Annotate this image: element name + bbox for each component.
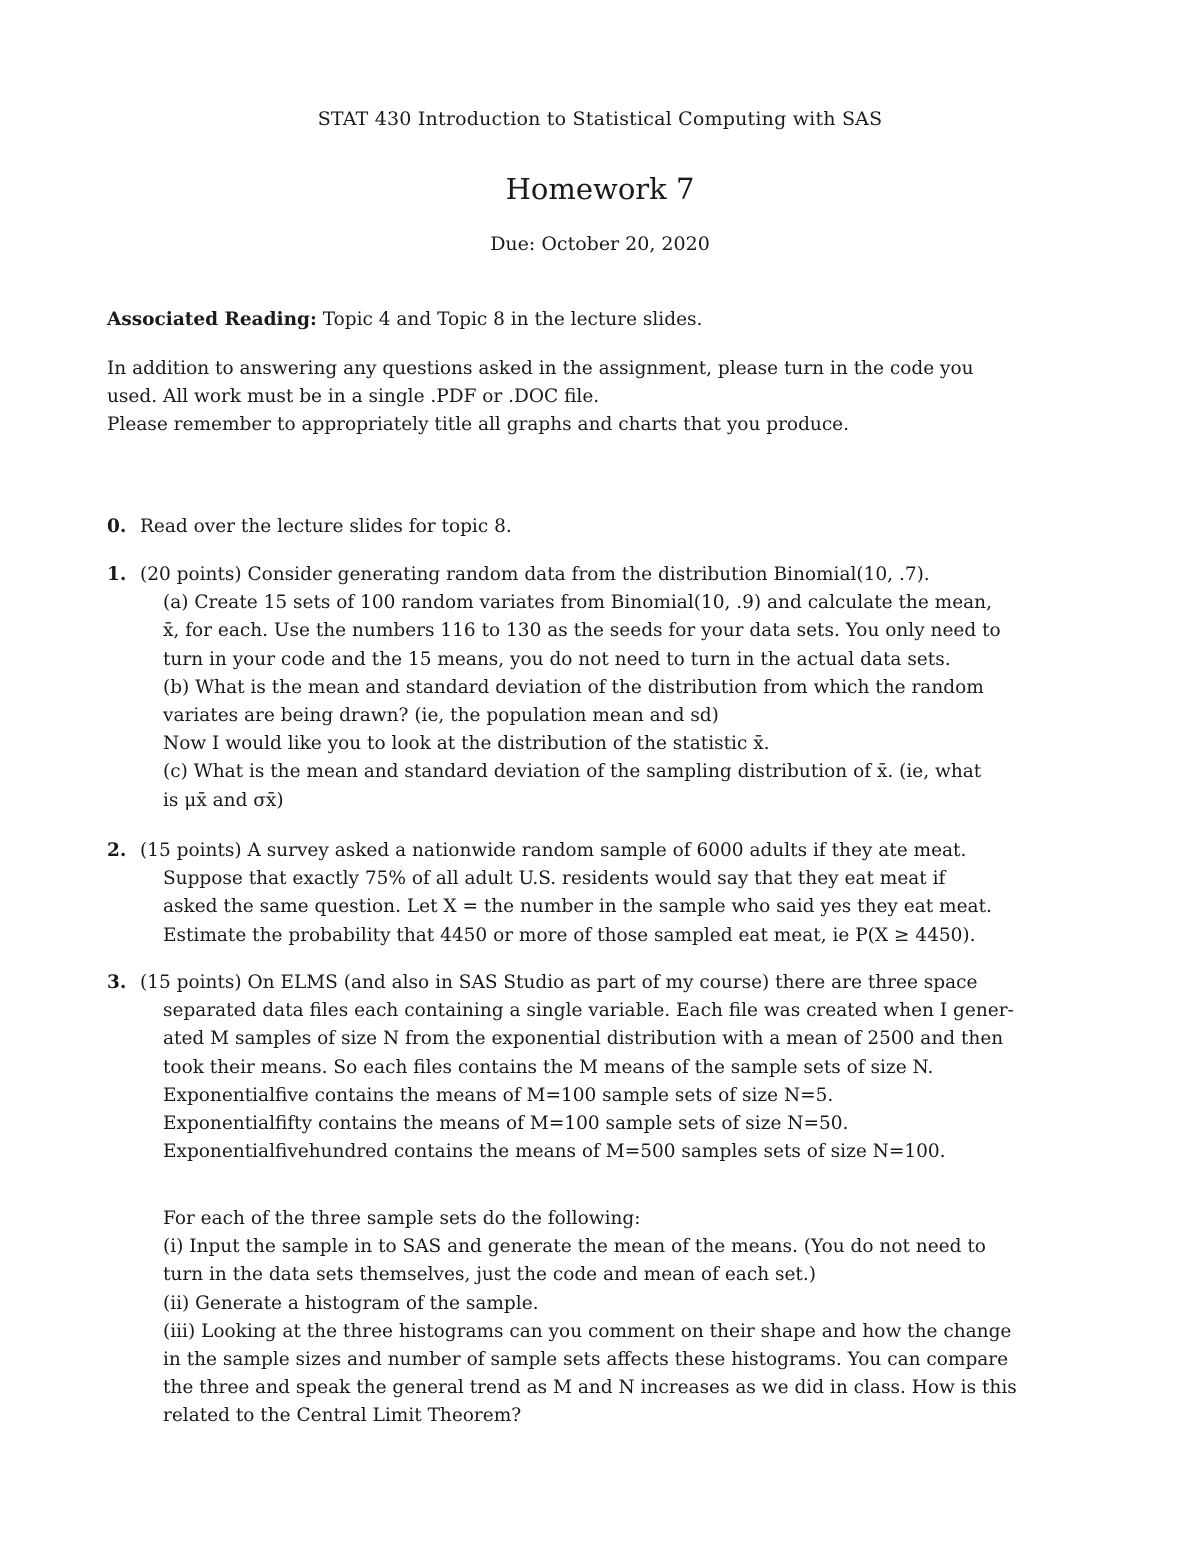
question-1 bbox=[107, 561, 1062, 815]
question-line: variates are being drawn? (ie, the population mean and sd) bbox=[163, 705, 719, 727]
question-line: (a) Create 15 sets of 100 random variates from Binomial(10, .9) and calculate the mean, bbox=[163, 592, 992, 614]
instructions bbox=[107, 355, 1062, 440]
question-line: (15 points) On ELMS (and also in SAS Studio as part of my course) there are three space bbox=[140, 972, 978, 993]
question-line: is μx̄ and σx̄) bbox=[163, 789, 284, 811]
question-line: (c) What is the mean and standard deviation of the sampling distribution of x̄. (ie, what bbox=[163, 761, 982, 783]
instruction-line: Please remember to appropriately title all graphs and charts that you produce. bbox=[107, 414, 850, 436]
question-line: Now I would like you to look at the distribution of the statistic x̄. bbox=[163, 733, 770, 755]
reading-label: Associated Reading: bbox=[107, 309, 317, 330]
followup-line: the three and speak the general trend as M and N increases as we did in class. How is this bbox=[163, 1377, 1017, 1399]
course-title: STAT 430 Introduction to Statistical Computing with SAS bbox=[317, 108, 883, 130]
question-0 bbox=[107, 513, 1062, 541]
question-number: 2. bbox=[107, 840, 127, 861]
followup-line: related to the Central Limit Theorem? bbox=[163, 1405, 522, 1427]
question-line: (b) What is the mean and standard deviation of the distribution from which the random bbox=[163, 676, 984, 698]
reading-text: Topic 4 and Topic 8 in the lecture slides. bbox=[322, 309, 703, 330]
question-text: Read over the lecture slides for topic 8. bbox=[140, 516, 512, 537]
due-date: Due: October 20, 2020 bbox=[490, 233, 710, 255]
question-line: Estimate the probability that 4450 or more of those sampled eat meat, ie P(X ≥ 4450). bbox=[163, 924, 976, 946]
page-title: Homework 7 bbox=[505, 172, 695, 206]
question-line: Exponentialfive contains the means of M=100 sample sets of size N=5. bbox=[163, 1084, 834, 1106]
followup-line: (ii) Generate a histogram of the sample. bbox=[163, 1292, 539, 1314]
question-line: (20 points) Consider generating random data from the distribution Binomial(10, .7). bbox=[140, 564, 930, 585]
question-line: Exponentialfivehundred contains the means of M=500 samples sets of size N=100. bbox=[163, 1141, 946, 1163]
question-3 bbox=[107, 969, 1062, 1166]
question-line: turn in your code and the 15 means, you do not need to turn in the actual data sets. bbox=[163, 648, 951, 670]
followup-line: For each of the three sample sets do the following: bbox=[163, 1208, 641, 1229]
question-2 bbox=[107, 837, 1062, 950]
question-line: took their means. So each files contains the M means of the sample sets of size N. bbox=[163, 1056, 934, 1078]
followup-line: in the sample sizes and number of sample sets affects these histograms. You can compare bbox=[163, 1349, 1009, 1371]
question-line: ated M samples of size N from the exponential distribution with a mean of 2500 and then bbox=[163, 1028, 1004, 1050]
question-number: 1. bbox=[107, 564, 127, 585]
question-line: (15 points) A survey asked a nationwide random sample of 6000 adults if they ate meat. bbox=[140, 840, 967, 861]
question-line: Suppose that exactly 75% of all adult U.S. residents would say that they eat meat if bbox=[163, 868, 946, 890]
question-line: asked the same question. Let X = the number in the sample who said yes they eat meat. bbox=[163, 896, 992, 918]
associated-reading bbox=[107, 306, 1062, 334]
followup-line: (i) Input the sample in to SAS and generate the mean of the means. (You do not need to bbox=[163, 1236, 986, 1258]
instruction-line: In addition to answering any questions asked in the assignment, please turn in the code you bbox=[107, 358, 974, 379]
question-line: Exponentialfifty contains the means of M=100 sample sets of size N=50. bbox=[163, 1113, 849, 1135]
question-3-followup bbox=[107, 1205, 1062, 1431]
question-number: 0. bbox=[107, 516, 127, 537]
instruction-line: used. All work must be in a single .PDF or .DOC file. bbox=[107, 386, 600, 408]
question-line: x̄, for each. Use the numbers 116 to 130 as the seeds for your data sets. You only need to bbox=[163, 620, 1001, 642]
question-line: separated data files each containing a single variable. Each file was created when I gener- bbox=[163, 1000, 1014, 1022]
followup-line: turn in the data sets themselves, just the code and mean of each set.) bbox=[163, 1264, 816, 1286]
question-number: 3. bbox=[107, 972, 127, 993]
followup-line: (iii) Looking at the three histograms can you comment on their shape and how the change bbox=[163, 1320, 1012, 1342]
